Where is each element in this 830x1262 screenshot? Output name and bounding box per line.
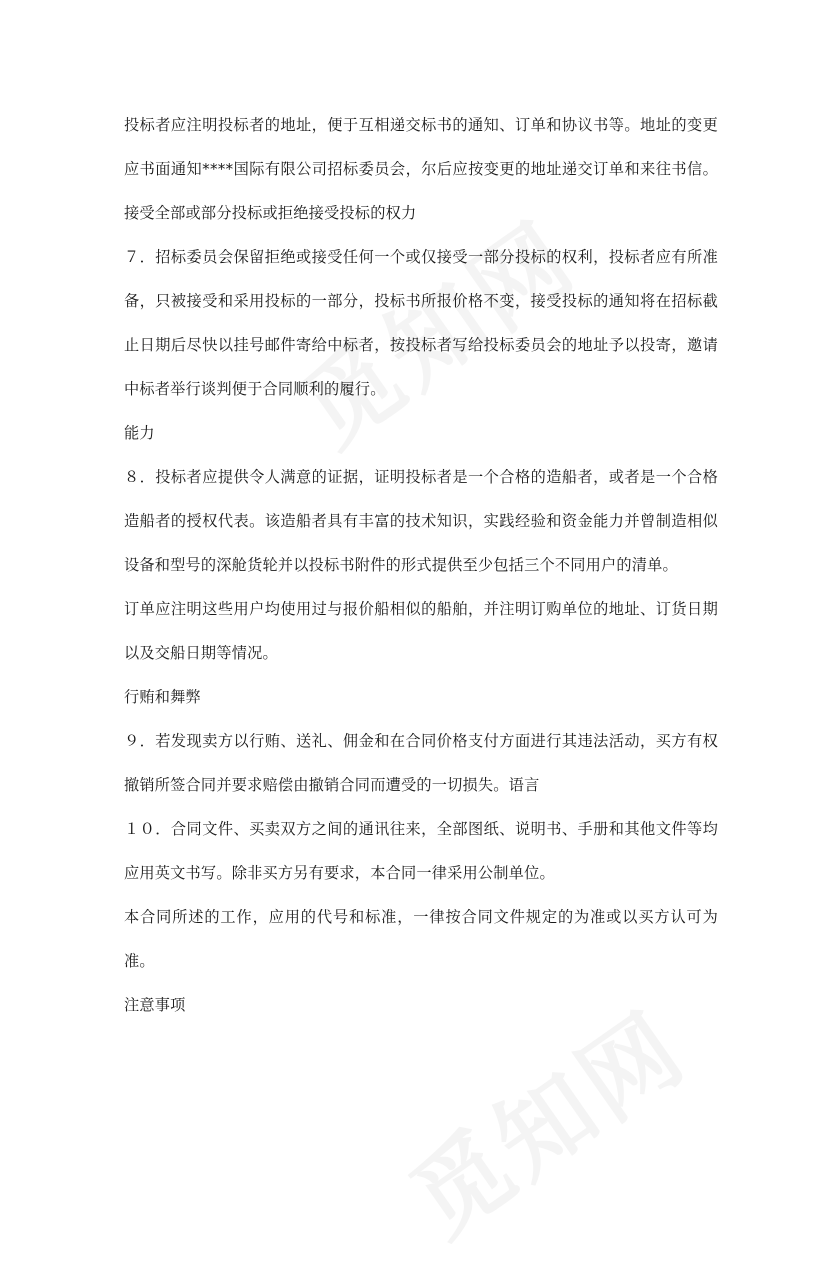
paragraph-clause-9: ９．若发现卖方以行贿、送礼、佣金和在合同价格支付方面进行其违法活动，买方有权撤销所签合同并要求赔偿由撤销合同而遭受的一切损失。语言 <box>124 732 718 794</box>
section-heading-bribery: 行贿和舞弊 <box>124 688 201 706</box>
paragraph-address-notice: 投标者应注明投标者的地址，便于互相递交标书的通知、订单和协议书等。地址的变更应书面通知****国际有限公司招标委员会，尔后应按变更的地址递交订单和来往书信。接受全部或部分投标或拒绝接受投标的权力 <box>124 116 718 222</box>
paragraph-standards: 本合同所述的工作，应用的代号和标准，一律按合同文件规定的为准或以买方认可为准。 <box>124 908 718 970</box>
section-heading-capability: 能力 <box>124 424 155 442</box>
paragraph-clause-7: ７．招标委员会保留拒绝或接受任何一个或仅接受一部分投标的权利，投标者应有所准备，只被接受和采用投标的一部分，投标书所报价格不变，接受投标的通知将在招标截止日期后尽快以挂号邮件寄给中标者，按投标者写给投标委员会的地址予以投寄，邀请中标者举行谈判便于合同顺利的履行。 <box>124 248 718 398</box>
document-body <box>124 103 718 1027</box>
paragraph-clause-10: １０．合同文件、买卖双方之间的通讯往来，全部图纸、说明书、手册和其他文件等均应用英文书写。除非买方另有要求，本合同一律采用公制单位。 <box>124 820 718 882</box>
paragraph-clause-8: ８．投标者应提供令人满意的证据，证明投标者是一个合格的造船者，或者是一个合格造船者的授权代表。该造船者具有丰富的技术知识，实践经验和资金能力并曾制造相似设备和型号的深舱货轮并以投标书附件的形式提供至少包括三个不同用户的清单。 <box>124 468 718 574</box>
paragraph-order-notice: 订单应注明这些用户均使用过与报价船相似的船舶，并注明订购单位的地址、订货日期以及交船日期等情况。 <box>124 600 718 662</box>
section-heading-notes: 注意事项 <box>124 996 186 1014</box>
